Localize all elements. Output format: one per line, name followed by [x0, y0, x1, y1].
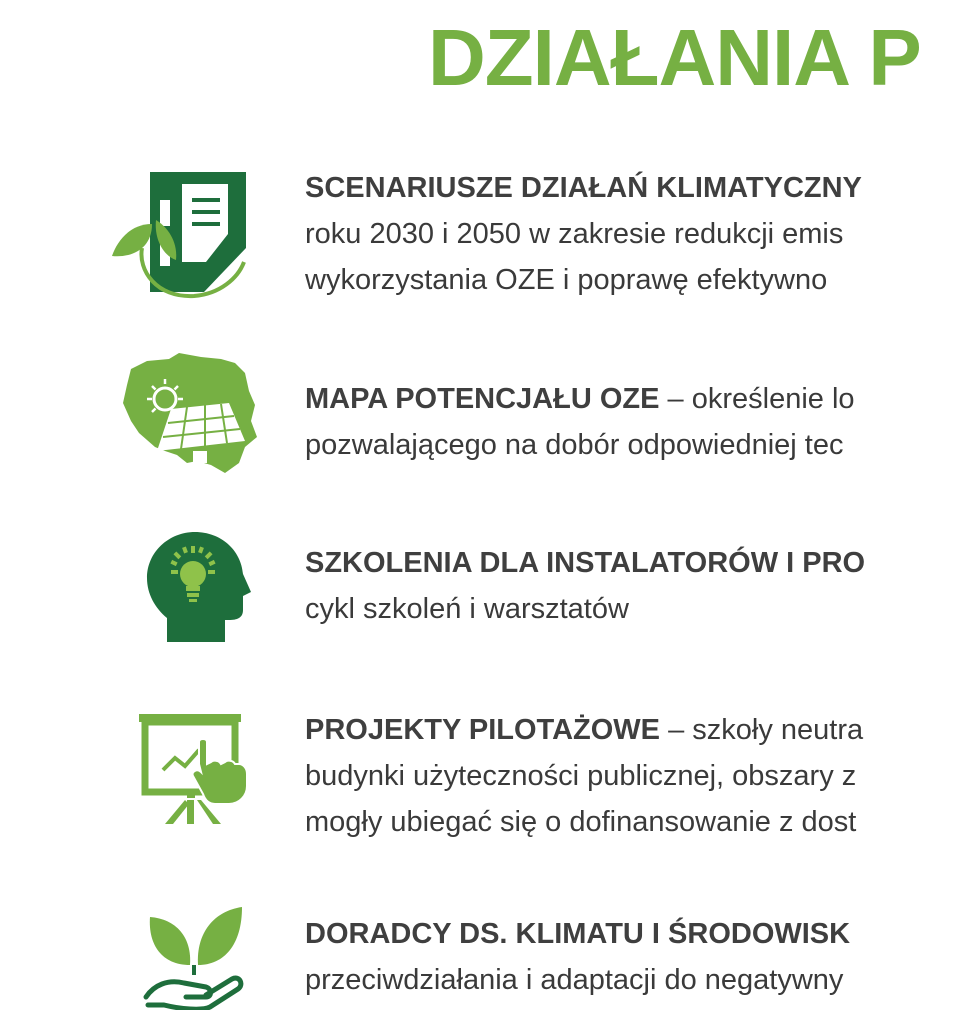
item-heading-line [305, 165, 957, 211]
item-heading-line [305, 376, 957, 422]
item-heading-line [305, 911, 957, 957]
item-text-line: wykorzystania OZE i poprawę efektywno [305, 264, 828, 296]
list-item [0, 376, 957, 486]
item-text-line: roku 2030 i 2050 w zakresie redukcji emis [305, 218, 844, 250]
head-lightbulb-icon [145, 530, 255, 645]
hand-plant-icon [140, 905, 250, 1010]
item-heading-line [305, 707, 957, 753]
item-heading: PROJEKTY PILOTAŻOWE [305, 714, 661, 746]
item-text-line: cykl szkoleń i warsztatów [305, 593, 629, 625]
item-heading-rest: – szkoły neutra [660, 714, 864, 746]
poland-map-solar-icon [117, 351, 262, 481]
presentation-board-icon [135, 712, 255, 832]
item-heading: SZKOLENIA DLA INSTALATORÓW I PRO [305, 547, 866, 579]
item-text-line: pozwalającego na dobór odpowiedniej tec [305, 429, 844, 461]
page-title: DZIAŁANIA P [428, 13, 921, 102]
item-heading-rest: – określenie lo [659, 383, 855, 415]
list-item [0, 911, 957, 1012]
item-heading-line [305, 540, 957, 586]
list-item [0, 165, 957, 305]
list-item [0, 540, 957, 650]
document-leaf-icon [108, 170, 258, 305]
item-text-line: budynki użyteczności publicznej, obszary z [305, 760, 857, 792]
item-heading: DORADCY DS. KLIMATU I ŚRODOWISK [305, 918, 851, 950]
item-heading: MAPA POTENCJAŁU OZE [305, 383, 660, 415]
item-text-line: przeciwdziałania i adaptacji do negatywny [305, 964, 844, 996]
item-text-line: mogły ubiegać się o dofinansowanie z dost [305, 806, 857, 838]
item-heading: SCENARIUSZE DZIAŁAŃ KLIMATYCZNY [305, 172, 862, 204]
list-item [0, 707, 957, 847]
